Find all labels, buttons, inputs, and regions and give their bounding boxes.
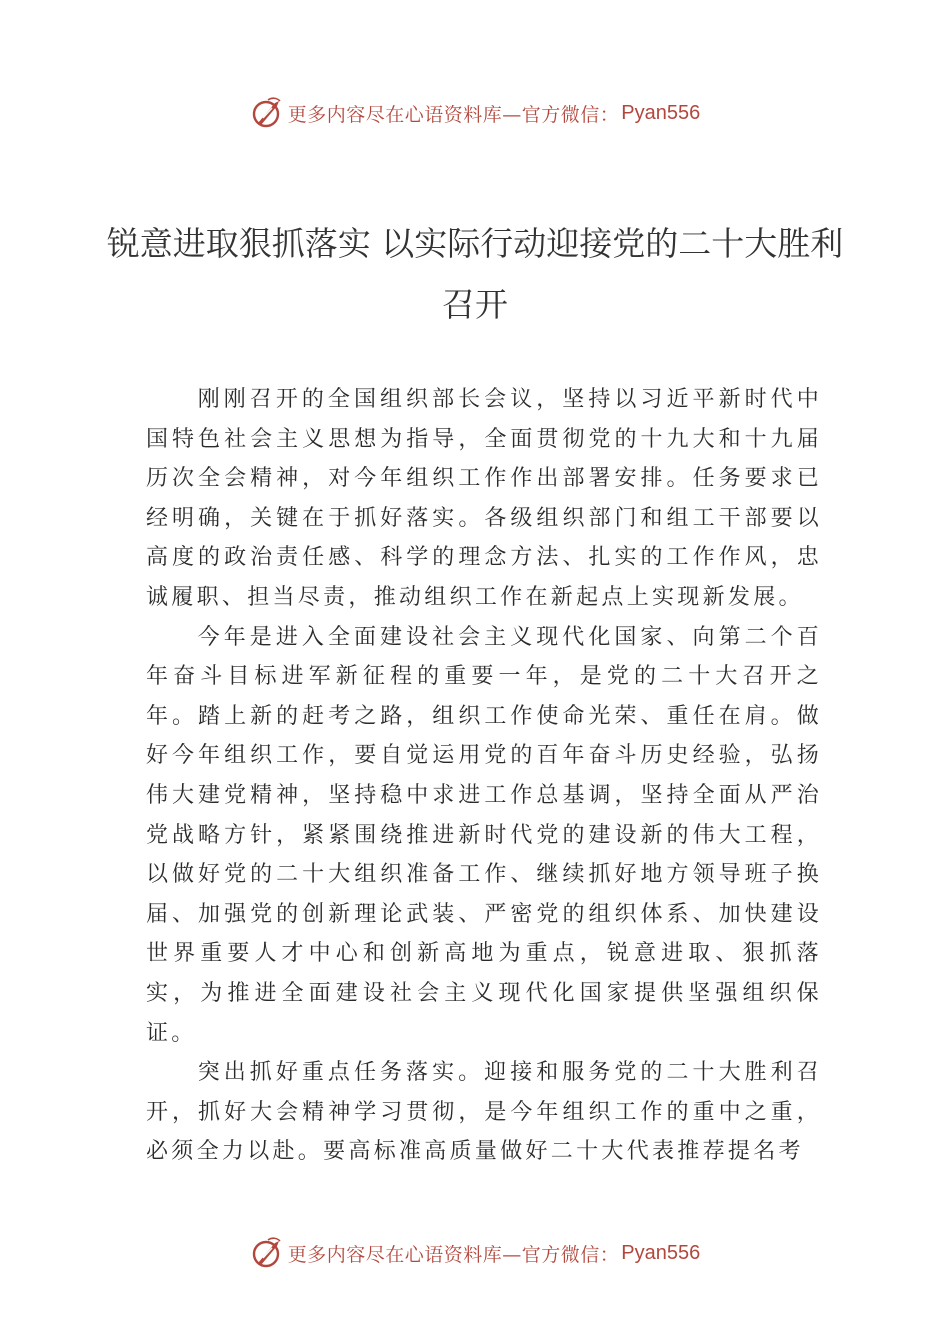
- pen-feather-logo-icon: [250, 1236, 284, 1270]
- document-body: [146, 380, 822, 1172]
- paragraph: 突出抓好重点任务落实。迎接和服务党的二十大胜利召开，抓好大会精神学习贯彻，是今年组织工作的重中之重，必须全力以赴。要高标准高质量做好二十大代表推荐提名考: [146, 1060, 822, 1165]
- watermark-text: 更多内容尽在心语资料库—官方微信：: [287, 1243, 620, 1266]
- watermark-text: 更多内容尽在心语资料库—官方微信：: [287, 103, 620, 126]
- paragraph: 今年是进入全面建设社会主义现代化国家、向第二个百年奋斗目标进军新征程的重要一年，是党的二十大召开之年。踏上新的赶考之路，组织工作使命光荣、重任在肩。做好今年组织工作，要自觉运用党的百年奋斗历史经验，弘扬伟大建党精神，坚持稳中求进工作总基调，坚持全面从严治党战略方针，紧紧围绕推进新时代党的建设新的伟大工程，以做好党的二十大组织准备工作、继续抓好地方领导班子换届、加强党的创新理论武装、严密党的组织体系、加快建设世界重要人才中心和创新高地为重点，锐意进取、狠抓落实，为推进全面建设社会主义现代化国家提供坚强组织保证。: [146, 624, 822, 1046]
- paragraph: 刚刚召开的全国组织部长会议，坚持以习近平新时代中国特色社会主义思想为指导，全面贯彻党的十九大和十九届历次全会精神，对今年组织工作作出部署安排。任务要求已经明确，关键在于抓好落实。各级组织部门和组工干部要以高度的政治责任感、科学的理念方法、扎实的工作作风，忠诚履职、担当尽责，推动组织工作在新起点上实现新发展。: [146, 387, 822, 610]
- footer-watermark-banner: [0, 1233, 950, 1273]
- document-title: 锐意进取狠抓落实 以实际行动迎接党的二十大胜利召开: [106, 224, 844, 324]
- watermark-wechat-account: Pyan556: [621, 101, 701, 124]
- pen-feather-logo-icon: [250, 96, 284, 130]
- watermark-wechat-account: Pyan556: [621, 1241, 701, 1264]
- header-watermark-banner: [0, 93, 950, 133]
